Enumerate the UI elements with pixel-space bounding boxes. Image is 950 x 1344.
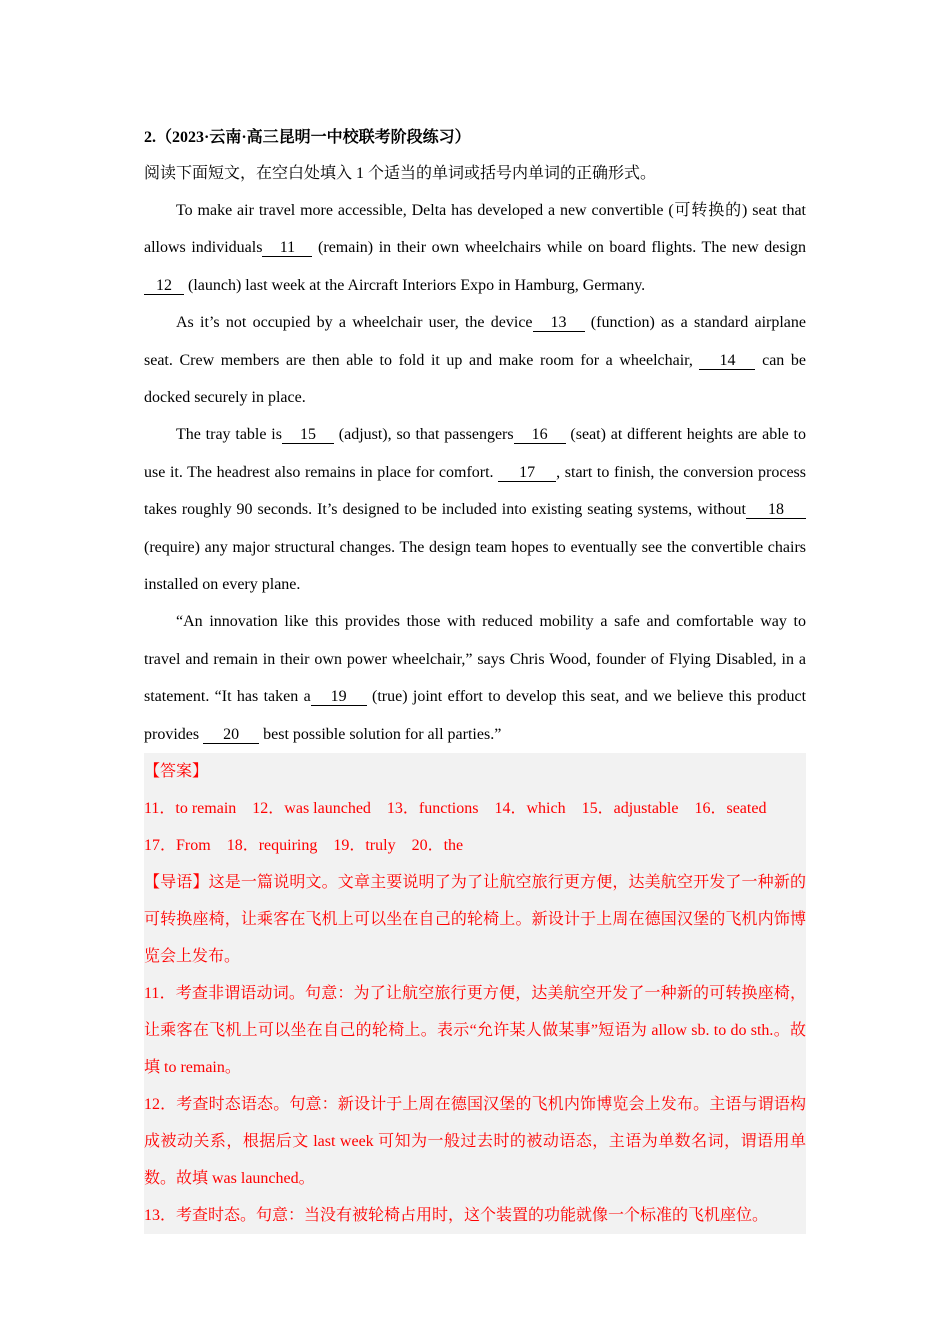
- blank-14: 14: [699, 353, 755, 370]
- text-run: To make air travel more accessible, Delta has developed a new convertible (可转换的) seat that allows individuals: [144, 202, 806, 257]
- answer-item: 13．functions: [386, 800, 479, 818]
- blank-20: 20: [203, 727, 259, 744]
- passage-paragraph-4: [144, 603, 806, 753]
- answer-item: 19．truly: [333, 837, 396, 855]
- answer-item: 17．From: [144, 837, 211, 855]
- answer-item: 14．which: [494, 800, 566, 818]
- passage-paragraph-3: [144, 416, 806, 603]
- text-run: (seat) at different heights are able to use it. The headrest also remains in place for comfort.: [144, 426, 807, 481]
- answer-heading: 【答案】: [144, 763, 209, 781]
- passage-paragraph-2: [144, 304, 806, 416]
- blank-11: 11: [262, 240, 312, 257]
- answer-item: 20．the: [411, 837, 464, 855]
- text-run: (launch) last week at the Aircraft Interiors Expo in Hamburg, Germany.: [184, 276, 646, 294]
- answer-item: 11．to remain: [144, 800, 237, 818]
- text-run: As it’s not occupied by a wheelchair user, the device: [176, 314, 533, 332]
- blank-19: 19: [311, 689, 367, 706]
- blank-17: 17: [498, 465, 556, 482]
- answer-item: 16．seated: [694, 800, 767, 818]
- answer-item: 18．requiring: [226, 837, 318, 855]
- passage-paragraph-1: [144, 192, 806, 304]
- explanation-13: 13．考查时态。句意：当没有被轮椅占用时，这个装置的功能就像一个标准的飞机座位。: [144, 1207, 769, 1225]
- guide-text: 【导语】这是一篇说明文。文章主要说明了为了让航空旅行更方便，达美航空开发了一种新的可转换座椅，让乘客在飞机上可以坐在自己的轮椅上。新设计于上周在德国汉堡的飞机内饰博览会上发布。: [144, 874, 806, 966]
- blank-13: 13: [533, 315, 585, 332]
- explanation-11: 11．考查非谓语动词。句意：为了让航空旅行更方便，达美航空开发了一种新的可转换座椅，让乘客在飞机上可以坐在自己的轮椅上。表示“允许某人做某事”短语为 allow sb. to do sth.。故填 to remain。: [144, 985, 806, 1077]
- text-run: (true) joint effort to develop this seat, and we believe this product provides: [144, 688, 807, 743]
- text-run: , start to finish, the conversion process takes roughly 90 seconds. It’s designed to be included into existing seating systems, without: [144, 463, 807, 519]
- blank-18: 18: [746, 502, 806, 519]
- text-run: (adjust), so that passengers: [333, 426, 514, 444]
- text-run: (function) as a standard airplane seat. Crew members are then able to fold it up and make room for a wheelchair,: [144, 314, 806, 369]
- text-run: can be docked securely in place.: [144, 351, 806, 407]
- blank-15: 15: [282, 427, 334, 444]
- explanation-12: 12．考查时态语态。句意：新设计于上周在德国汉堡的飞机内饰博览会上发布。主语与谓语构成被动关系，根据后文 last week 可知为一般过去时的被动语态，主语为单数名词，谓语用单数。故填 was launched。: [144, 1096, 806, 1188]
- text-run: best possible solution for all parties.”: [259, 725, 502, 743]
- question-title: 2.（2023·云南·高三昆明一中校联考阶段练习）: [144, 129, 471, 146]
- answer-row-1: [144, 790, 806, 827]
- answer-section: [144, 753, 806, 1234]
- answer-item: 15．adjustable: [581, 800, 679, 818]
- question-instruction: 阅读下面短文，在空白处填入 1 个适当的单词或括号内单词的正确形式。: [144, 165, 657, 182]
- answer-row-2: [144, 827, 806, 864]
- blank-16: 16: [514, 427, 566, 444]
- text-run: (remain) in their own wheelchairs while on board flights. The new design: [312, 239, 807, 257]
- text-run: “An innovation like this provides those with reduced mobility a safe and comfortable way to travel and remain in their own power wheelchair,” says Chris Wood, founder of Flying Disabled, in a statement. “It has taken a: [144, 613, 806, 706]
- text-run: (require) any major structural changes. The design team hopes to eventually see the convertible chairs installed on every plane.: [144, 538, 806, 594]
- content-column: [144, 120, 806, 1234]
- text-run: The tray table is: [176, 426, 282, 444]
- answer-item: 12．was launched: [252, 800, 371, 818]
- blank-12: 12: [144, 278, 184, 295]
